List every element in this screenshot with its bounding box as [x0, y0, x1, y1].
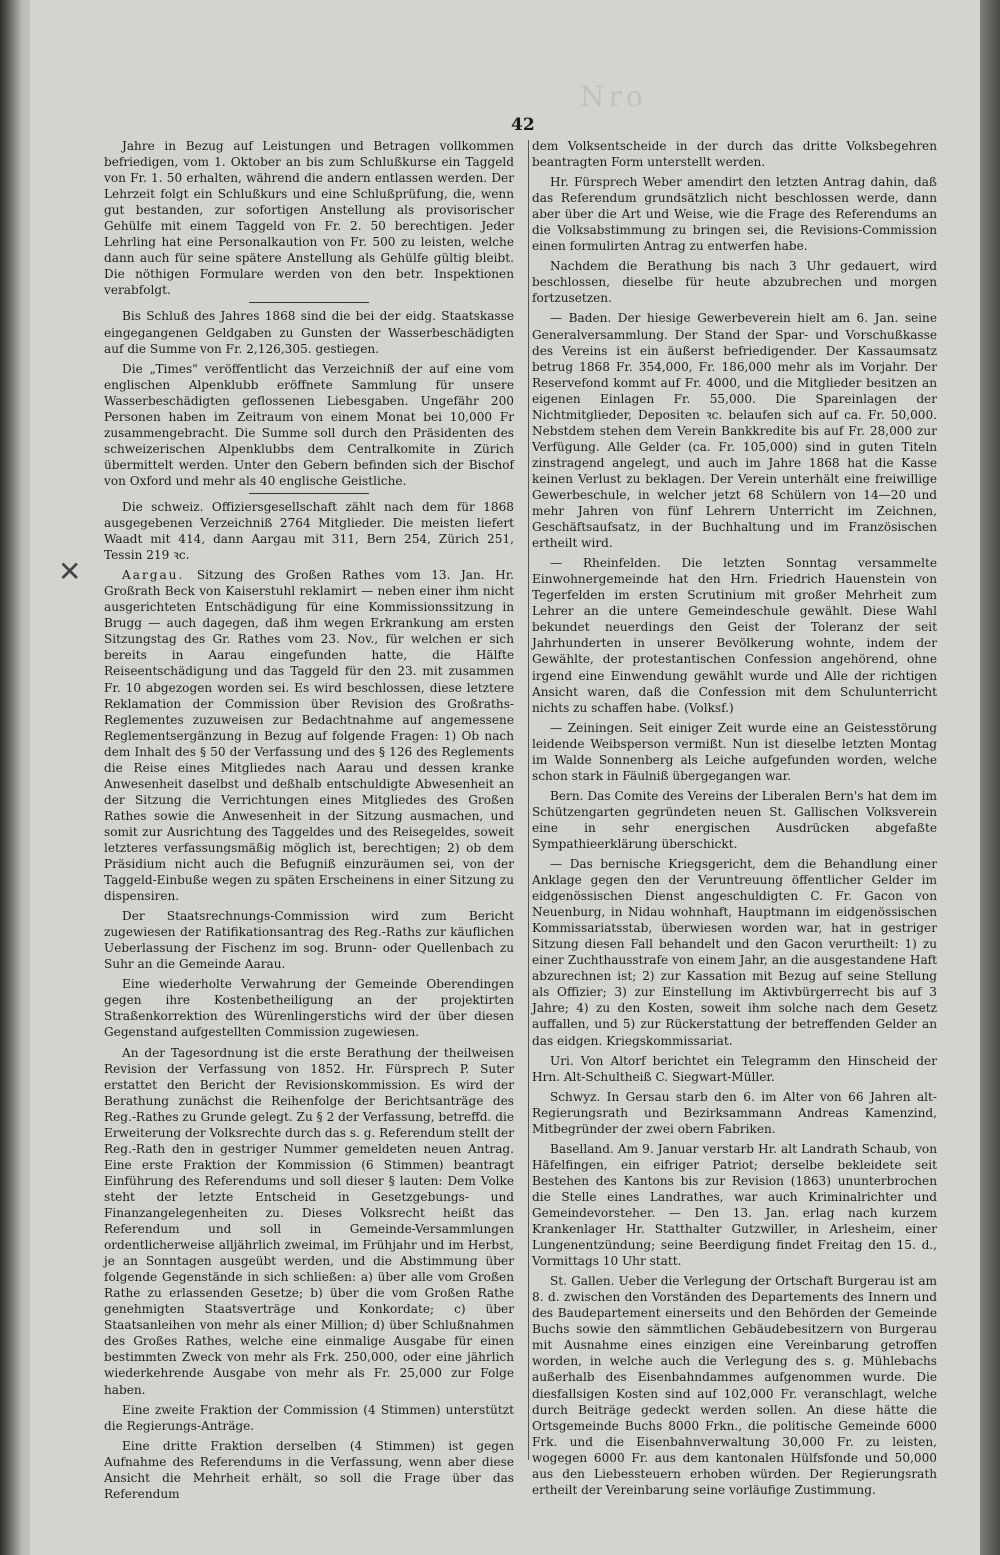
article-paragraph	[532, 138, 937, 170]
margin-pencil-mark: ✕	[58, 555, 82, 588]
article-paragraph	[532, 1089, 937, 1137]
article-paragraph	[104, 499, 514, 563]
article-paragraph	[532, 1273, 937, 1498]
paragraph-text: Die schweiz. Offiziersgesellschaft zählt nach dem für 1868 ausgegebenen Verzeichniß 2764 Mitglieder. Die meisten liefert Waadt mit 414, dann Aargau mit 311, Bern 254, Zürich 251, Tessin 219 ꝛc.	[104, 499, 514, 563]
article-paragraph	[104, 308, 514, 356]
article-dateline: Aargau.	[122, 568, 197, 583]
article-paragraph	[532, 1141, 937, 1269]
paragraph-text: Bis Schluß des Jahres 1868 sind die bei der eidg. Staatskasse eingegangenen Geldgaben zu Gunsten der Wasserbeschädigten auf die Summe von Fr. 2,126,305. gestiegen.	[104, 309, 514, 356]
paragraph-text: dem Volksentscheide in der durch das dritte Volksbegehren beantragten Form unterstellt werden.	[532, 139, 937, 170]
article-paragraph	[104, 567, 514, 904]
paragraph-text: Der Staatsrechnungs-Commission wird zum Bericht zugewiesen der Ratifikationsantrag des Reg.-Raths zur käuflichen Ueberlassung der Fischenz im sog. Brunn- oder Quellenbach zu Suhr an die Gemeinde Aarau.	[104, 909, 514, 972]
article-paragraph	[104, 138, 514, 298]
paragraph-text: Jahre in Bezug auf Leistungen und Betragen vollkommen befriedigen, vom 1. Oktober an bis zum Schlußkurse ein Taggeld von Fr. 1. 50 erhalten, während die andern entlassen werden. Der Lehrzeit folgt ein Schlußkurs und eine Schlußprüfung, die, wenn gut bestanden, zur sofortigen Anstellung als provisorischer Gehülfe mit einem Taggeld von Fr. 2. 50 berechtigen. Jeder Lehrling hat eine Personalkaution von Fr. 500 zu leisten, welche dann auch für seine spätere Anstellung als Gehülfe gültig bleibt. Die nöthigen Formulare werden von den betr. Inspektionen verabfolgt.	[104, 139, 514, 298]
separator-rule	[249, 493, 369, 494]
paragraph-text: — Rheinfelden. Die letzten Sonntag versammelte Einwohnergemeinde hat den Hrn. Friedrich Hauenstein von Tegerfelden im ersten Scrutinium mit großer Mehrheit zum Lehrer an die untere Gemeindeschule gewählt. Diese Wahl bekundet neuerdings den Geist der Toleranz der seit Jahrhunderten in unserer Bevölkerung wohnte, indem der Gewählte, der protestantischen Confession angehörend, ohne irgend eine Einwendung gewählt wurde und Alle der richtigen Ansicht waren, daß die Confession mit dem Schulunterricht nichts zu schaffen habe. (Volksf.)	[532, 556, 937, 715]
article-paragraph	[532, 258, 937, 306]
article-paragraph	[104, 1045, 514, 1398]
paragraph-text: Eine wiederholte Verwahrung der Gemeinde Oberendingen gegen ihre Kostenbetheiligung an der projektirten Straßenkorrektion des Würenlingerstichs wird der über diesen Gegenstand aufgestellten Commission zugewiesen.	[104, 977, 514, 1040]
article-paragraph	[532, 720, 937, 784]
article-paragraph	[532, 1053, 937, 1085]
paragraph-text: Eine dritte Fraktion derselben (4 Stimmen) ist gegen Aufnahme des Referendums in die Verfassung, wenn aber diese Ansicht die Mehrheit erhält, so soll die Frage über das Referendum	[104, 1438, 514, 1501]
article-paragraph	[532, 310, 937, 551]
article-paragraph	[104, 908, 514, 972]
page-number: 42	[511, 115, 535, 135]
paragraph-text: Sitzung des Großen Rathes vom 13. Jan. Hr. Großrath Beck von Kaiserstuhl reklamirt — neben einer ihm nicht ausgerichteten Entschädigung für eine Kommissionssitzung in Brugg — auch dagegen, daß ihm wegen Erkrankung am ersten Sitzungstag des Gr. Rathes vom 23. Nov., für welchen er sich bereits in Aarau eingefunden hatte, die Hälfte Reiseentschädigung und das Taggeld für den 23. mit zusammen Fr. 10 abgezogen worden sei. Es wird beschlossen, diese letztere Reklamation der Commission über Revision des Großraths-Reglementes zuzuweisen zur Bedachtnahme auf angemessene Reglementsergänzung in Bezug auf folgende Fragen: 1) Ob nach dem Inhalt des § 50 der Verfassung und des § 126 des Reglements die Reise eines Mitgliedes nach Aarau und dessen kranke Anwesenheit daselbst und deßhalb entschuldigte Abwesenheit an der Sitzung die Verrichtungen eines Mitgliedes des Großen Rathes sowie die Anwesenheit in der Sitzung ausmachen, und somit zur Ausrichtung des Taggeldes und des Reisegeldes, soweit letzteres verfassungsmäßig möglich ist, berechtigen; 2) ob dem Präsidium nicht auch die Befugniß einzuräumen sei, von der Taggeld-Einbuße wegen zu späten Erscheinens in einer Sitzung zu dispensiren.	[104, 568, 515, 904]
paragraph-text: Baselland. Am 9. Januar verstarb Hr. alt Landrath Schaub, von Häfelfingen, ein eifriger Patriot; derselbe bekleidete seit Bestehen des Kantons bis zur Revision (1863) ununterbrochen die Stelle eines Landrathes, war auch Kriminalrichter und Gemeindevorsteher. — Den 13. Jan. erlag nach kurzem Krankenlager Hr. Statthalter Gutzwiller, in Arlesheim, einer Lungenentzündung; seine Beerdigung findet Freitag den 15. d., Vormittags 10 Uhr statt.	[532, 1141, 937, 1269]
bleed-through-shadow: Nro	[580, 80, 647, 113]
paragraph-text: St. Gallen. Ueber die Verlegung der Ortschaft Burgerau ist am 8. d. zwischen den Vorständen des Departements des Innern und des Baudepartement einerseits und den Behörden der Gemeinde Buchs sowie den sämmtlichen Gebäudebesitzern von Burgerau mit Ausnahme eines einzigen eine Vereinbarung getroffen worden, in welche auch die Verlegung des s. g. Mühlebachs außerhalb des Eisenbahndammes aufgenommen wurde. Die diesfallsigen Kosten sind auf 102,000 Fr. veranschlagt, welche durch Beiträge gedeckt werden sollen. An diese hätte die Ortsgemeinde Buchs 8000 Frkn., die politische Gemeinde 6000 Frk. und die Eisenbahnverwaltung 30,000 Fr. zu leisten, wogegen 6000 Fr. aus dem kantonalen Hülfsfonde und 50,000 aus den Liebessteuern erhoben würden. Der Regierungsrath ertheilt der Vereinbarung seine vorläufige Zustimmung.	[532, 1274, 937, 1497]
article-paragraph	[104, 1402, 514, 1434]
separator-rule	[249, 302, 369, 303]
article-paragraph	[532, 174, 937, 254]
paragraph-text: — Baden. Der hiesige Gewerbeverein hielt am 6. Jan. seine Generalversammlung. Der Stand der Spar- und Vorschußkasse des Vereins ist ein äußerst befriedigender. Der Kassaumsatz betrug 1868 Fr. 354,000, Fr. 186,000 mehr als im Vorjahr. Der Reservefond kommt auf Fr. 4000, und die Mitglieder besitzen an eigenen Einlagen Fr. 55,000. Die Spareinlagen der Nichtmitglieder, Depositen ꝛc. belaufen sich auf ca. Fr. 50,000. Nebstdem stehen dem Verein Bankkredite bis auf Fr. 28,000 zur Verfügung. Alle Gelder (ca. Fr. 105,000) sind in guten Titeln zinstragend angelegt, und auch im Jahre 1868 hat die Kasse keinen Verlust zu beklagen. Der Verein unterhält eine freiwillige Gewerbeschule, in welcher jetzt 68 Schülern von 14—20 und mehr Jahren von fünf Lehrern Unterricht im Zeichnen, Geschäftsaufsatz, in der Buchhaltung und im Französischen ertheilt wird.	[532, 311, 937, 551]
article-paragraph	[104, 1438, 514, 1502]
left-column	[104, 138, 514, 1506]
paragraph-text: Nachdem die Berathung bis nach 3 Uhr gedauert, wird beschlossen, dieselbe für heute abzubrechen und morgen fortzusetzen.	[532, 259, 937, 306]
article-paragraph	[532, 788, 937, 852]
article-paragraph	[532, 555, 937, 715]
paragraph-text: Uri. Von Altorf berichtet ein Telegramm den Hinscheid der Hrn. Alt-Schultheiß C. Siegwart-Müller.	[532, 1053, 937, 1084]
article-paragraph	[104, 976, 514, 1040]
paragraph-text: Hr. Fürsprech Weber amendirt den letzten Antrag dahin, daß das Referendum grundsätzlich nicht beschlossen werde, dann aber über die Art und Weise, wie die Frage des Referendums an die Volksabstimmung zu bringen sei, die Revisions-Commission einen formulirten Antrag zu entwerfen habe.	[532, 175, 937, 254]
paragraph-text: Schwyz. In Gersau starb den 6. im Alter von 66 Jahren alt-Regierungsrath und Bezirksammann Andreas Kamenzind, Mitbegründer der zwei obern Fabriken.	[532, 1089, 937, 1136]
right-column	[532, 138, 937, 1502]
paragraph-text: Eine zweite Fraktion der Commission (4 Stimmen) unterstützt die Regierungs-Anträge.	[104, 1402, 514, 1433]
column-divider	[528, 140, 529, 1460]
paragraph-text: — Das bernische Kriegsgericht, dem die Behandlung einer Anklage gegen den der Veruntreuung öffentlicher Gelder im eidgenössischen Dienst angeschuldigten C. Fr. Gacon von Neuenburg, in Nidau wohnhaft, Hauptmann im eidgenössischen Kommissariatsstab, überwiesen worden war, hat in gestriger Sitzung diesen Fall behandelt und den Gacon verurtheilt: 1) zu einer Zuchthausstrafe von einem Jahr, an die ausgestandene Haft abzurechnen ist; 2) zur Kassation mit Bezug auf seine Stellung als Offizier; 3) zur Einstellung im Aktivbürgerrecht bis auf 3 Jahre; 4) zu den Kosten, soweit ihm solche nach dem Gesetz auffallen, und 5) zur Rückerstattung der betreffenden Gelder an das eidgen. Kriegskommissariat.	[532, 857, 937, 1048]
paragraph-text: Die „Times" veröffentlicht das Verzeichniß der auf eine vom englischen Alpenklubb eröffnete Sammlung für unsere Wasserbeschädigten geflossenen Liebesgaben. Ungefähr 200 Personen haben im Zeitraum von einem Monat bei 10,000 Fr zusammengebracht. Die Summe soll durch den Präsidenten des schweizerischen Alpenklubbs dem Centralkomite in Zürich übermittelt werden. Unter den Gebern befinden sich der Bischof von Oxford und mehr als 40 englische Geistliche.	[104, 361, 514, 488]
paragraph-text: Bern. Das Comite des Vereins der Liberalen Bern's hat dem im Schützengarten gegründeten neuen St. Gallischen Volksverein eine in sehr energischen Ausdrücken abgefaßte Sympathieerklärung überschickt.	[532, 788, 937, 851]
paragraph-text: An der Tagesordnung ist die erste Berathung der theilweisen Revision der Verfassung von 1852. Hr. Fürsprech P. Suter erstattet den Bericht der Revisionskommission. Es wird der Berathung zunächst die Reihenfolge der Berichtsanträge des Reg.-Rathes zu Grunde gelegt. Zu § 2 der Verfassung, betreffd. die Erweiterung der Volksrechte durch das s. g. Referendum stellt der Reg.-Rath den in gestriger Nummer gemeldeten neuen Antrag. Eine erste Fraktion der Kommission (6 Stimmen) beantragt Einführung des Referendums und soll dieser § lauten: Dem Volke steht der letzte Entscheid in Gesetzgebungs- und Finanzangelegenheiten zu. Dieses Volksrecht heißt das Referendum und soll in Gemeinde-Versammlungen ordentlicherweise alljährlich zweimal, im Frühjahr und im Herbst, je an Sonntagen ausgeübt werden, und die Abstimmung über folgende Gegenstände in sich schließen: a) über alle vom Großen Rathe zu erlassenden Gesetze; b) über die vom Großen Rathe genehmigten Staatsverträge und Konkordate; c) über Staatsanleihen von mehr als einer Million; d) über Schlußnahmen des Großes Rathes, welche eine einmalige Ausgabe für einen bestimmten Zweck von mehr als Frk. 250,000, oder eine jährlich wiederkehrende Ausgabe von mehr als Fr. 25,000 zur Folge haben.	[104, 1045, 514, 1397]
article-paragraph	[104, 361, 514, 489]
paragraph-text: — Zeiningen. Seit einiger Zeit wurde eine an Geistesstörung leidende Weibsperson vermißt. Nun ist dieselbe letzten Montag im Walde Sonnenberg als Leiche aufgefunden worden, welche schon stark in Fäulniß übergegangen war.	[532, 720, 937, 783]
article-paragraph	[532, 856, 937, 1049]
